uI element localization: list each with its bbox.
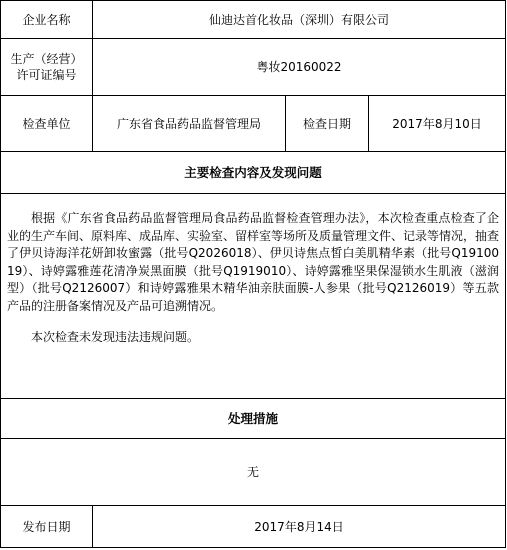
- row-main-heading: [1, 152, 506, 194]
- publish-date-value: 2017年8月14日: [93, 506, 506, 548]
- inspection-date-value: 2017年8月10日: [369, 96, 506, 152]
- content-paragraph-1: 根据《广东省食品药品监督管理局食品药品监督检查管理办法》，本次检查重点检查了企业的生产车间、原料库、成品库、实验室、留样室等场所及质量管理文件、记录等情况，抽查了伊贝诗海洋花妍卸妆蜜露（批号Q2026018）、伊贝诗焦点皙白美肌精华素（批号Q1910019）、诗婷露雅莲花清净炭黑面膜（批号Q1919010）、诗婷露雅坚果保湿锁水生肌液（滋润型）（批号Q2126007）和诗婷露雅果木精华油亲肤面膜-人参果（批号Q2126019）等五款产品的注册备案情况及产品可追溯情况。: [7, 211, 500, 313]
- license-label-line2: 许可证编号: [16, 68, 77, 82]
- license-number-value: 粤妆20160022: [93, 39, 506, 96]
- row-license: [1, 39, 506, 96]
- inspection-date-label: 检查日期: [286, 96, 369, 152]
- inspection-unit-value: 广东省食品药品监督管理局: [93, 96, 286, 152]
- content-paragraph-2: 本次检查未发现违法违规问题。: [31, 330, 200, 344]
- company-name-label: 企业名称: [1, 1, 93, 39]
- publish-date-label: 发布日期: [1, 506, 93, 548]
- company-name-value: 仙迪达首化妆品（深圳）有限公司: [93, 1, 506, 39]
- license-label-line1: 生产（经营）: [10, 52, 83, 66]
- row-inspection-unit: [1, 96, 506, 152]
- inspection-content: [1, 194, 506, 399]
- measures-heading: 处理措施: [1, 399, 506, 439]
- measures-value: 无: [1, 439, 506, 506]
- license-number-label: [1, 39, 93, 96]
- row-measures-heading: [1, 399, 506, 439]
- main-content-heading: 主要检查内容及发现问题: [1, 152, 506, 194]
- inspection-unit-label: 检查单位: [1, 96, 93, 152]
- row-content: [1, 194, 506, 399]
- row-measures: [1, 439, 506, 506]
- row-company: [1, 1, 506, 39]
- row-publish-date: [1, 506, 506, 548]
